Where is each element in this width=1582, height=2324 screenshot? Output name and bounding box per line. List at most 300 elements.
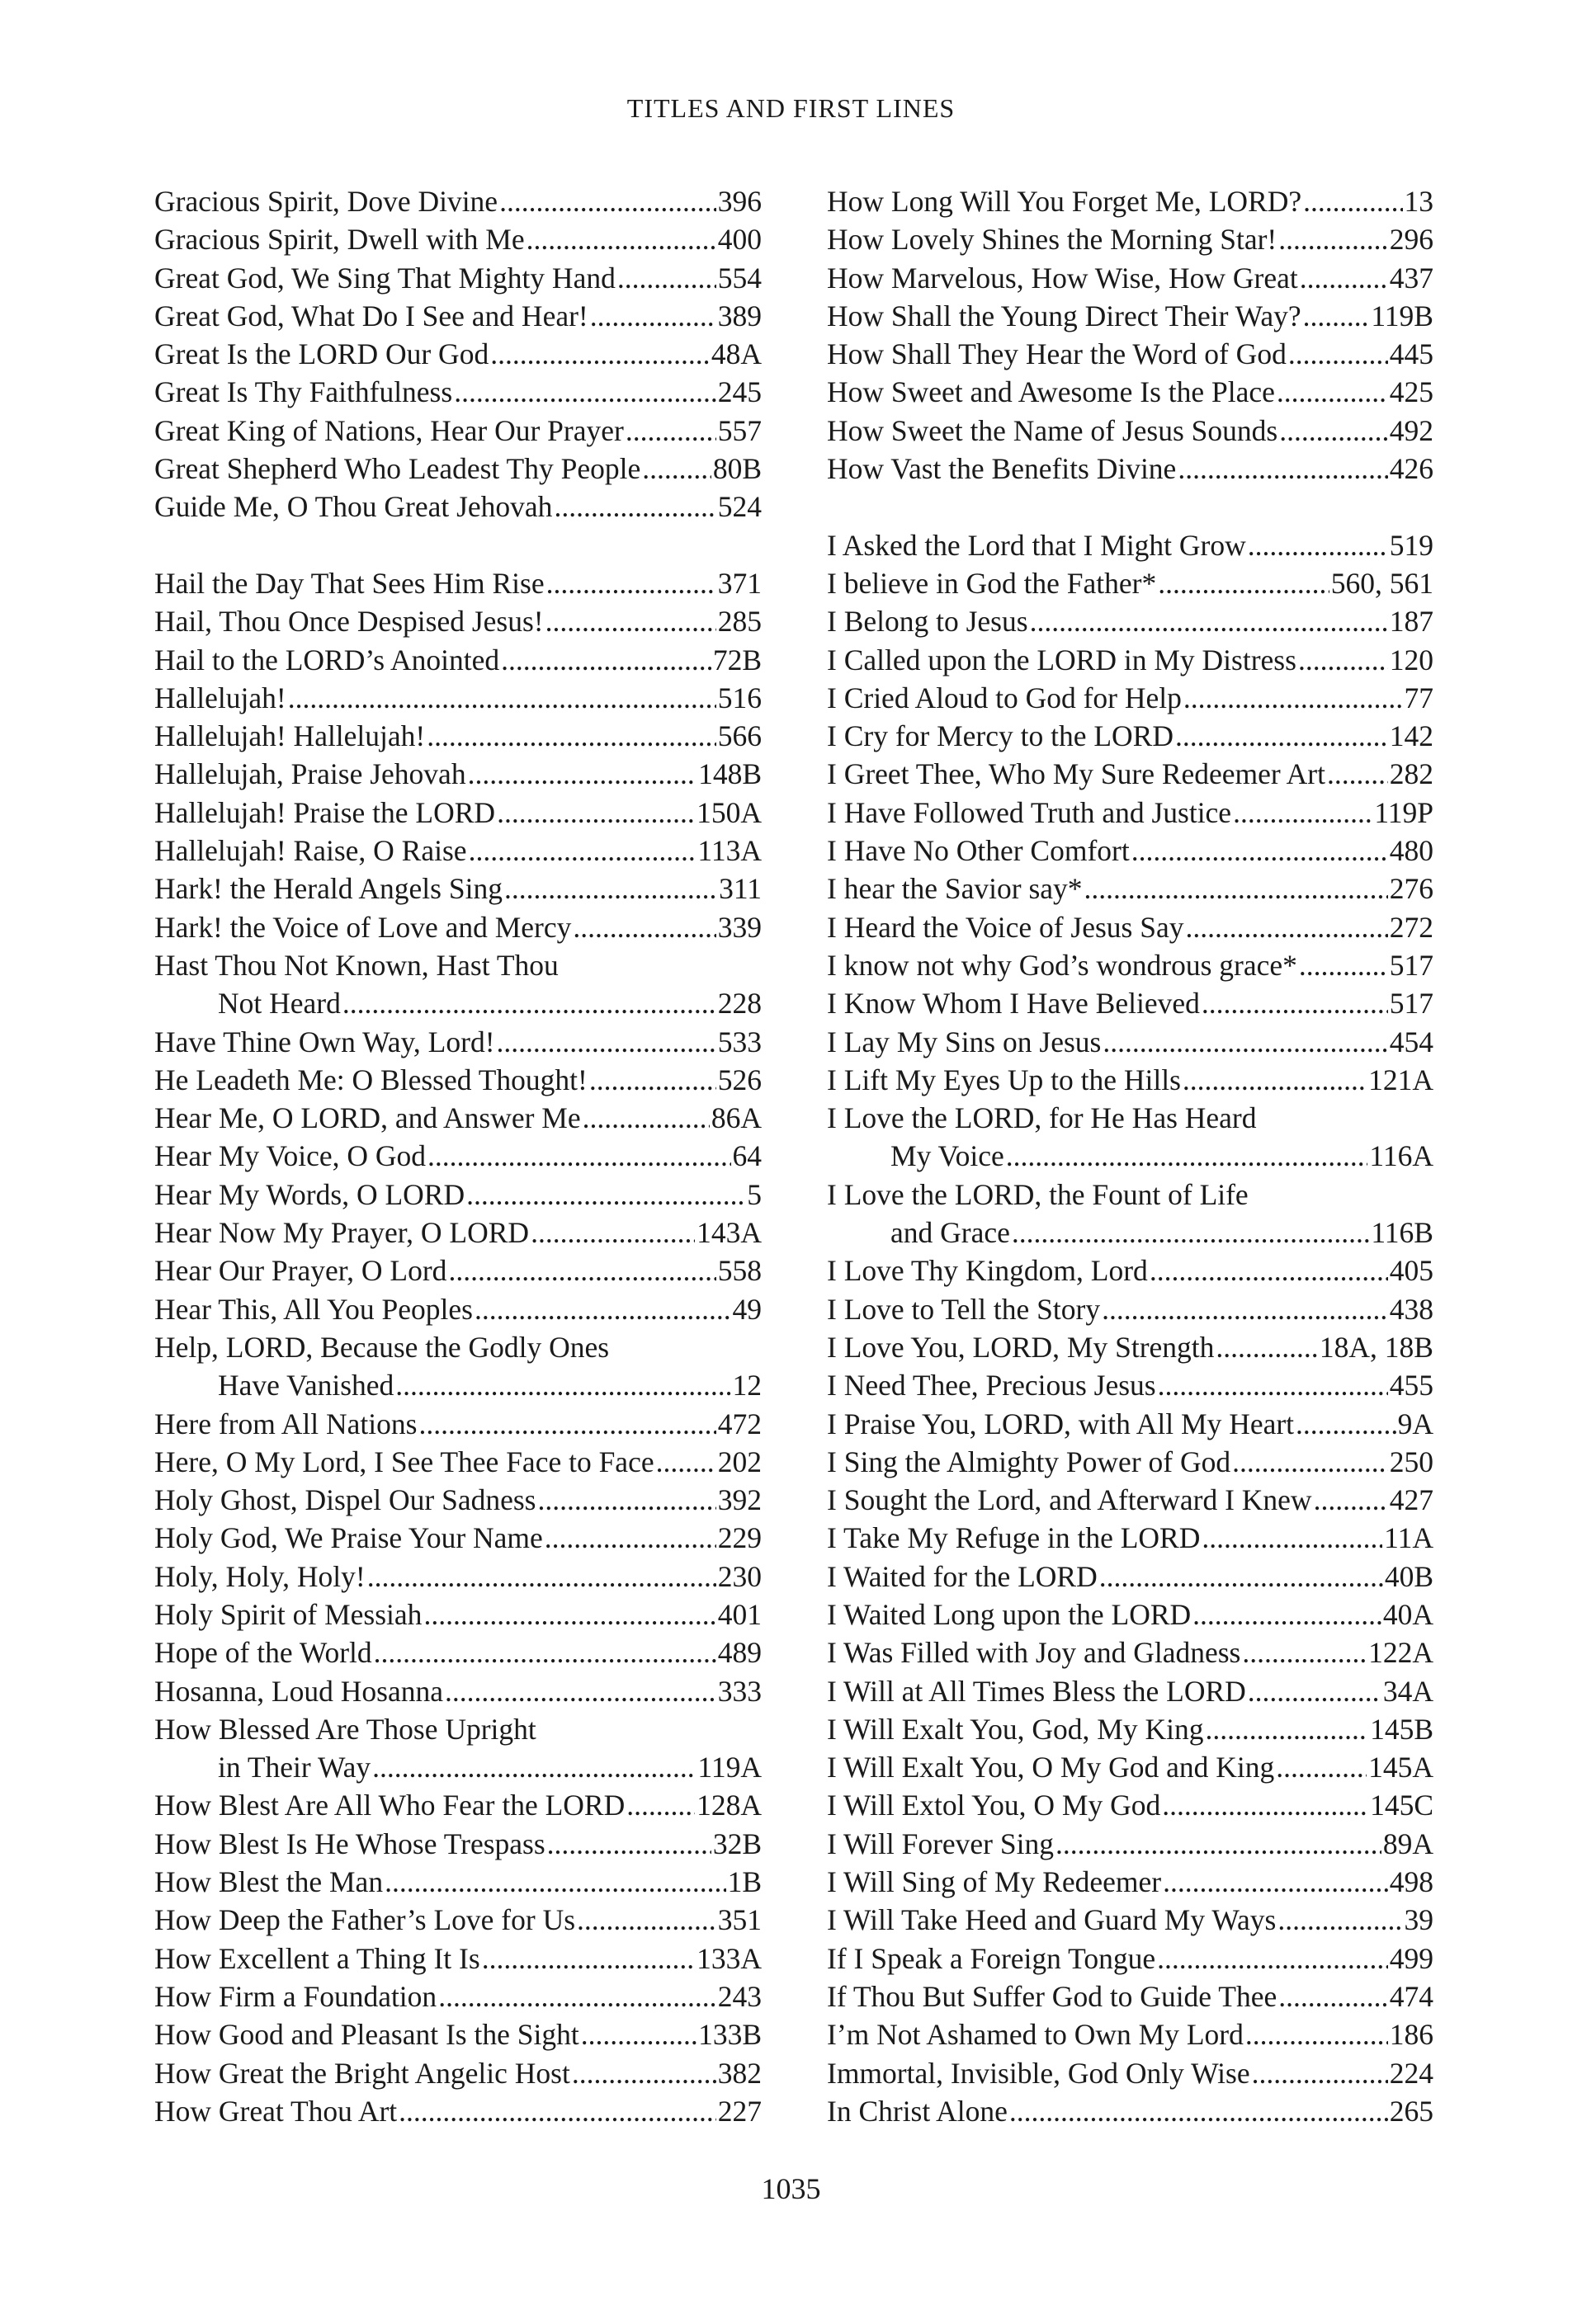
index-entry [827, 1710, 1433, 1748]
dot-leader [1303, 297, 1370, 335]
entry-title: I believe in God the Father* [827, 566, 1157, 600]
index-entry [827, 1328, 1433, 1366]
hymn-number: 401 [717, 1597, 762, 1631]
index-entry [154, 297, 762, 335]
dot-leader [288, 679, 716, 717]
entry-title: I Cried Aloud to God for Help [827, 681, 1182, 714]
index-entry [827, 297, 1433, 335]
index-entry [154, 1137, 762, 1175]
index-entry [827, 717, 1433, 755]
dot-leader [626, 412, 716, 450]
dot-leader [581, 2015, 697, 2053]
dot-leader [545, 1519, 716, 1557]
entry-title: Hallelujah! [154, 681, 286, 714]
entry-title: How Vast the Benefits Divine [827, 452, 1177, 486]
entry-title: Hark! the Herald Angels Sing [154, 872, 503, 906]
index-entry [154, 1710, 762, 1787]
hymn-number: 227 [717, 2094, 762, 2128]
dot-leader [1150, 1252, 1388, 1289]
index-entry [827, 946, 1433, 984]
hymn-number: 49 [732, 1292, 762, 1326]
hymn-number: 116B [1371, 1216, 1433, 1250]
hymn-number: 13 [1404, 185, 1433, 218]
dot-leader [1202, 1519, 1382, 1557]
entry-title: In Christ Alone [827, 2094, 1008, 2128]
hymn-number: 405 [1389, 1254, 1433, 1288]
hymn-number: 48A [711, 337, 762, 371]
index-entry [154, 1863, 762, 1901]
left-index-column [154, 182, 762, 2130]
dot-leader [1233, 794, 1372, 832]
hymn-number: 120 [1389, 643, 1433, 676]
entry-title: How Long Will You Forget Me, LORD? [827, 185, 1302, 218]
entry-title: I Heard the Voice of Jesus Say [827, 910, 1184, 944]
hymn-number: 11A [1384, 1521, 1433, 1555]
dot-leader [1277, 1901, 1402, 1939]
entry-title: Help, LORD, Because the Godly Ones [154, 1330, 610, 1364]
index-entry [154, 1672, 762, 1710]
dot-leader [1084, 870, 1388, 907]
dot-leader [1303, 182, 1402, 220]
hymn-number: 245 [717, 375, 762, 409]
entry-title: I Praise You, LORD, with All My Heart [827, 1407, 1295, 1440]
section-gap [154, 526, 762, 564]
hymn-number: 517 [1389, 987, 1433, 1021]
index-entry [827, 1748, 1433, 1786]
index-entry [154, 1481, 762, 1519]
right-index-column [827, 182, 1433, 2130]
dot-leader [577, 1901, 716, 1939]
hymn-number: 445 [1389, 337, 1433, 371]
hymn-number: 86A [711, 1101, 762, 1135]
index-entry [827, 1099, 1433, 1176]
index-entry [827, 182, 1433, 220]
dot-leader [504, 870, 717, 907]
dot-leader [342, 984, 716, 1022]
dot-leader [1242, 1633, 1367, 1671]
dot-leader [1202, 984, 1388, 1022]
entry-title: Holy Ghost, Dispel Our Sadness [154, 1483, 536, 1517]
dot-leader [1175, 717, 1388, 755]
index-entry [827, 984, 1433, 1022]
entry-title: Great King of Nations, Hear Our Prayer [154, 413, 624, 447]
entry-title: How Blessed Are Those Upright [154, 1712, 536, 1746]
entry-title: How Lovely Shines the Morning Star! [827, 223, 1277, 257]
hymn-number: 12 [732, 1369, 762, 1402]
entry-title: Have Thine Own Way, Lord! [154, 1025, 495, 1058]
dot-leader [1103, 1023, 1387, 1061]
index-entry [154, 870, 762, 907]
entry-title: I Will Forever Sing [827, 1827, 1054, 1860]
index-entry [154, 412, 762, 450]
entry-title: I hear the Savior say* [827, 872, 1083, 906]
index-entry [827, 1863, 1433, 1901]
dot-leader [1248, 1672, 1381, 1710]
hymn-number: 558 [717, 1254, 762, 1288]
index-entry [154, 641, 762, 679]
dot-leader [1178, 450, 1387, 488]
hymn-number: 186 [1389, 2018, 1433, 2052]
dot-leader [527, 220, 716, 258]
hymn-number: 492 [1389, 413, 1433, 447]
index-entry [154, 602, 762, 640]
index-entry [154, 1519, 762, 1557]
hymn-number: 9A [1397, 1407, 1433, 1440]
entry-title: I Have No Other Comfort [827, 834, 1130, 868]
index-entry [154, 1099, 762, 1137]
hymn-number: 472 [717, 1407, 762, 1440]
dot-leader [1248, 526, 1388, 564]
entry-title: I Love to Tell the Story [827, 1292, 1101, 1326]
entry-title: I Lift My Eyes Up to the Hills [827, 1063, 1181, 1096]
index-entry [827, 564, 1433, 602]
index-entry [827, 1290, 1433, 1328]
hymn-number: 145B [1370, 1712, 1433, 1746]
index-entry [154, 1633, 762, 1671]
dot-leader [1012, 1214, 1370, 1252]
dot-leader [590, 297, 716, 335]
hymn-number: 187 [1389, 605, 1433, 639]
dot-leader [448, 1252, 715, 1289]
dot-leader [482, 1940, 695, 1978]
hymn-number: 150A [697, 795, 762, 829]
entry-title: Great Shepherd Who Leadest Thy People [154, 452, 641, 486]
entry-title: Guide Me, O Thou Great Jehovah [154, 490, 553, 524]
entry-title: I Love Thy Kingdom, Lord [827, 1254, 1148, 1288]
entry-title: I Sing the Almighty Power of God [827, 1445, 1231, 1478]
hymn-number: 557 [717, 413, 762, 447]
dot-leader [1299, 946, 1388, 984]
index-entry [827, 1443, 1433, 1481]
hymn-number: 566 [717, 719, 762, 753]
index-entry [827, 1596, 1433, 1633]
index-entry [154, 373, 762, 411]
index-entry [154, 755, 762, 793]
entry-title: I Cry for Mercy to the LORD [827, 719, 1174, 753]
index-entry [827, 602, 1433, 640]
dot-leader [399, 2092, 716, 2130]
entry-title: How Blest Are All Who Fear the LORD [154, 1789, 626, 1822]
dot-leader [1157, 1940, 1388, 1978]
hymn-number: 474 [1389, 1979, 1433, 2013]
hymn-number: 438 [1389, 1292, 1433, 1326]
hymn-number: 454 [1389, 1025, 1433, 1058]
entry-title: Hear My Words, O LORD [154, 1177, 465, 1211]
hymn-number: 116A [1369, 1139, 1433, 1173]
entry-title: Great Is Thy Faithfulness [154, 375, 453, 409]
dot-leader [1162, 1786, 1368, 1824]
dot-leader [1009, 2092, 1388, 2130]
dot-leader [1099, 1558, 1383, 1596]
page-number: 1035 [761, 2172, 821, 2205]
hymn-number: 18A, 18B [1319, 1330, 1433, 1364]
section-gap [827, 488, 1433, 526]
hymn-number: 89A [1382, 1827, 1433, 1860]
dot-leader [1327, 755, 1388, 793]
hymn-number: 224 [1389, 2056, 1433, 2090]
entry-title: How Shall They Hear the Word of God [827, 337, 1287, 371]
dot-leader [1163, 1863, 1388, 1901]
hymn-number: 145A [1368, 1751, 1433, 1784]
index-entry [154, 1061, 762, 1099]
hymn-number: 40A [1382, 1597, 1433, 1631]
index-entry [827, 908, 1433, 946]
dot-leader [438, 1978, 716, 2015]
dot-leader [1296, 1405, 1396, 1443]
entry-title: I Need Thee, Precious Jesus [827, 1369, 1156, 1402]
hymn-number: 228 [717, 987, 762, 1021]
hymn-number: 133B [698, 2018, 762, 2052]
dot-leader [1131, 832, 1388, 870]
entry-title: Here from All Nations [154, 1407, 418, 1440]
hymn-number: 265 [1389, 2094, 1433, 2128]
index-entry [154, 1978, 762, 2015]
index-entry [827, 1405, 1433, 1443]
hymn-number: 382 [717, 2056, 762, 2090]
index-entry [154, 1214, 762, 1252]
entry-title: How Marvelous, How Wise, How Great [827, 261, 1298, 295]
hymn-number: 519 [1389, 528, 1433, 562]
entry-title-continuation: Not Heard [218, 987, 341, 1021]
hymn-number: 128A [697, 1789, 762, 1822]
dot-leader [418, 1405, 715, 1443]
entry-title: I Will at All Times Bless the LORD [827, 1674, 1246, 1708]
dot-leader [1102, 1290, 1388, 1328]
dot-leader [497, 1023, 716, 1061]
index-entry [827, 1825, 1433, 1863]
dot-leader [617, 259, 716, 297]
entry-title-continuation: My Voice [890, 1139, 1004, 1173]
entry-title: I Belong to Jesus [827, 605, 1028, 639]
index-entry [827, 679, 1433, 717]
dot-leader [545, 602, 716, 640]
hymn-number: 427 [1389, 1483, 1433, 1517]
dot-leader [427, 1137, 731, 1175]
hymn-number: 524 [717, 490, 762, 524]
hymn-number: 311 [719, 872, 762, 906]
entry-title: How Blest the Man [154, 1865, 384, 1899]
entry-title: If Thou But Suffer God to Guide Thee [827, 1979, 1277, 2013]
dot-leader [1278, 220, 1387, 258]
entry-title: I Love the LORD, the Fount of Life [827, 1177, 1249, 1211]
index-entry [827, 259, 1433, 297]
entry-title: I Asked the Lord that I Might Grow [827, 528, 1246, 562]
dot-leader [1276, 1748, 1367, 1786]
entry-title: Hosanna, Loud Hosanna [154, 1674, 443, 1708]
index-entry [154, 1786, 762, 1824]
hymn-number: 272 [1389, 910, 1433, 944]
index-entry [827, 1176, 1433, 1252]
hymn-number: 351 [717, 1903, 762, 1937]
index-entry [154, 717, 762, 755]
hymn-number: 80B [712, 452, 762, 486]
hymn-number: 437 [1389, 261, 1433, 295]
dot-leader [1232, 1443, 1388, 1481]
entry-title: Holy God, We Praise Your Name [154, 1521, 543, 1555]
dot-leader [499, 182, 716, 220]
hymn-number: 40B [1384, 1559, 1433, 1593]
entry-title: I Know Whom I Have Believed [827, 987, 1200, 1021]
dot-leader [1185, 908, 1387, 946]
index-entry [827, 1252, 1433, 1289]
hymn-number: 77 [1404, 681, 1433, 714]
hymn-number: 339 [717, 910, 762, 944]
index-entry [827, 870, 1433, 907]
entry-title: Hail to the LORD’s Anointed [154, 643, 500, 676]
index-entry [827, 1786, 1433, 1824]
dot-leader [445, 1672, 716, 1710]
index-entry [827, 1901, 1433, 1939]
index-entry [827, 373, 1433, 411]
entry-title: I Waited for the LORD [827, 1559, 1098, 1593]
hymn-number: 143A [697, 1216, 762, 1250]
hymn-number: 230 [717, 1559, 762, 1593]
index-entry [827, 1672, 1433, 1710]
hymn-number: 455 [1389, 1369, 1433, 1402]
hymn-number: 498 [1389, 1865, 1433, 1899]
hymn-number: 64 [732, 1139, 762, 1173]
dot-leader [573, 908, 715, 946]
hymn-number: 392 [717, 1483, 762, 1517]
index-entry [154, 220, 762, 258]
index-entry [154, 450, 762, 488]
entry-title: I Will Extol You, O My God [827, 1789, 1161, 1822]
index-entry [827, 641, 1433, 679]
dot-leader [583, 1099, 710, 1137]
dot-leader [466, 1176, 745, 1214]
hymn-number: 32B [712, 1827, 762, 1860]
entry-title: I Have Followed Truth and Justice [827, 795, 1232, 829]
dot-leader [497, 794, 695, 832]
dot-leader [490, 335, 710, 373]
entry-title: How Excellent a Thing It Is [154, 1941, 480, 1975]
dot-leader [501, 641, 711, 679]
hymn-number: 148B [698, 757, 762, 791]
dot-leader [395, 1366, 730, 1404]
entry-title: Hear This, All You Peoples [154, 1292, 473, 1326]
entry-title: How Sweet the Name of Jesus Sounds [827, 413, 1278, 447]
page-header: TITLES AND FIRST LINES [626, 93, 956, 123]
entry-title-continuation: in Their Way [218, 1751, 371, 1784]
dot-leader [589, 1061, 716, 1099]
index-entry [154, 1443, 762, 1481]
entry-title: I Lay My Sins on Jesus [827, 1025, 1102, 1058]
index-entry [154, 794, 762, 832]
index-entry [827, 220, 1433, 258]
entry-title: I Greet Thee, Who My Sure Redeemer Art [827, 757, 1325, 791]
entry-title: If I Speak a Foreign Tongue [827, 1941, 1156, 1975]
hymn-number: 142 [1389, 719, 1433, 753]
entry-title: I Called upon the LORD in My Distress [827, 643, 1296, 676]
entry-title: I Will Exalt You, O My God and King [827, 1751, 1275, 1784]
entry-title: Great God, What Do I See and Hear! [154, 299, 588, 332]
dot-leader [1183, 1061, 1367, 1099]
entry-title: Great Is the LORD Our God [154, 337, 489, 371]
entry-title: I Will Take Heed and Guard My Ways [827, 1903, 1277, 1937]
entry-title: Here, O My Lord, I See Thee Face to Face [154, 1445, 654, 1478]
index-entry [154, 946, 762, 1023]
hymn-number: 400 [717, 223, 762, 257]
hymn-number: 39 [1404, 1903, 1433, 1937]
index-entry [154, 2092, 762, 2130]
index-entry [827, 412, 1433, 450]
dot-leader [1158, 1366, 1388, 1404]
index-entry [154, 1405, 762, 1443]
index-entry [827, 1023, 1433, 1061]
dot-leader [367, 1558, 716, 1596]
dot-leader [1278, 1978, 1388, 2015]
hymn-number: 121A [1368, 1063, 1433, 1096]
dot-leader [572, 2054, 716, 2092]
hymn-number: 250 [1389, 1445, 1433, 1478]
entry-title: Immortal, Invisible, God Only Wise [827, 2056, 1250, 2090]
hymn-number: 517 [1389, 948, 1433, 982]
index-entry [827, 1519, 1433, 1557]
entry-title-continuation: Have Vanished [218, 1369, 394, 1402]
dot-leader [427, 717, 716, 755]
hymn-number: 480 [1389, 834, 1433, 868]
index-entry [154, 259, 762, 297]
entry-title: Gracious Spirit, Dove Divine [154, 185, 498, 218]
entry-title: I Will Exalt You, God, My King [827, 1712, 1204, 1746]
entry-title: Hear My Voice, O God [154, 1139, 426, 1173]
hymn-number: 489 [717, 1636, 762, 1670]
dot-leader [1298, 641, 1388, 679]
dot-leader [547, 1825, 711, 1863]
entry-title: How Blest Is He Whose Trespass [154, 1827, 545, 1860]
entry-title: Hallelujah! Praise the LORD [154, 795, 496, 829]
hymn-number: 243 [717, 1979, 762, 2013]
index-entry [154, 564, 762, 602]
index-entry [827, 526, 1433, 564]
dot-leader [1030, 602, 1388, 640]
hymn-number: 119B [1371, 299, 1433, 332]
hymn-number: 72B [712, 643, 762, 676]
index-entry [827, 2015, 1433, 2053]
index-entry [827, 450, 1433, 488]
hymn-number: 145C [1370, 1789, 1433, 1822]
index-entry [154, 2054, 762, 2092]
hymn-number: 285 [717, 605, 762, 639]
dot-leader [642, 450, 711, 488]
index-entry [827, 1978, 1433, 2015]
hymn-number: 396 [717, 185, 762, 218]
index-entry [154, 1901, 762, 1939]
index-entry [154, 1023, 762, 1061]
index-entry [154, 182, 762, 220]
hymn-number: 229 [717, 1521, 762, 1555]
dot-leader [1006, 1137, 1368, 1175]
hymn-number: 499 [1389, 1941, 1433, 1975]
index-entry [827, 832, 1433, 870]
hymn-number: 516 [717, 681, 762, 714]
index-entry [827, 1366, 1433, 1404]
dot-leader [537, 1481, 715, 1519]
hymn-number: 389 [717, 299, 762, 332]
hymn-number: 533 [717, 1025, 762, 1058]
index-entry [154, 908, 762, 946]
index-entry [154, 1252, 762, 1289]
index-entry [154, 2015, 762, 2053]
hymn-number: 276 [1389, 872, 1433, 906]
dot-leader [372, 1748, 696, 1786]
index-entry [154, 1328, 762, 1405]
index-entry [154, 1940, 762, 1978]
dot-leader [1055, 1825, 1381, 1863]
entry-title: Hail, Thou Once Despised Jesus! [154, 605, 544, 639]
hymn-number: 202 [717, 1445, 762, 1478]
entry-title: Hallelujah! Hallelujah! [154, 719, 426, 753]
